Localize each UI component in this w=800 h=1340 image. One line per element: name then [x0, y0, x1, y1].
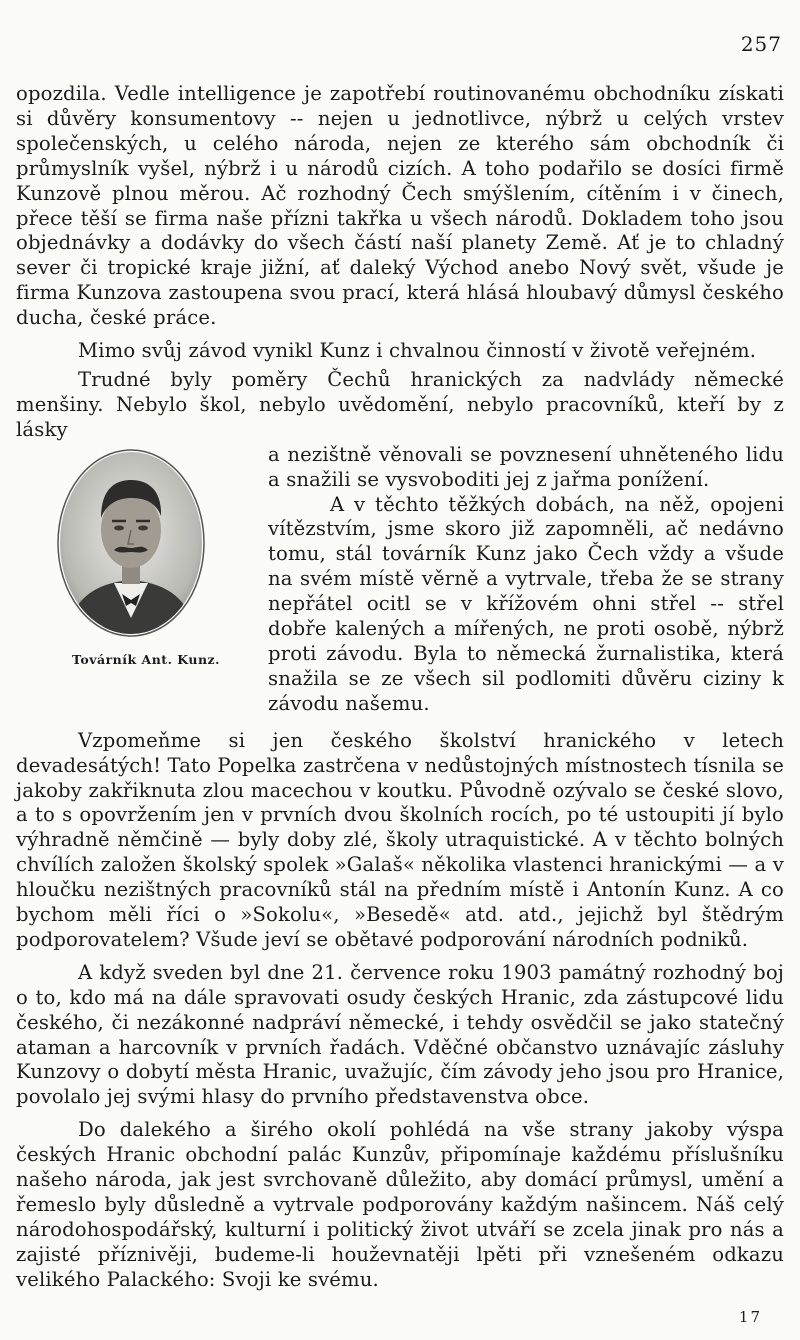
- paragraph-1: opozdila. Vedle intelligence je zapotřebí routinovanému obchodníku získati si důvěry konsumentovy -- nejen u jednotlivce, nýbrž u celých vrstev společenských, u celého národa, nejen ze kterého sám obchodník či průmyslník vyšel, nýbrž i u národů cizích. A toho podařilo se dosíci firmě Kunzově plnou měrou. Ač rozhodný Čech smýšlením, cítěním i v činech, přece těší se firma naše přízni takřka u všech národů. Dokladem toho jsou objednávky a dodávky do všech částí naší planety Země. Ať je to chladný sever či tropické kraje jižní, ať daleký Východ anebo Nový svět, všude je firma Kunzova zastoupena svou prací, která hlásá hloubavý důmysl českého ducha, české práce.: [16, 82, 784, 330]
- portrait-photo-icon: [56, 448, 206, 638]
- portrait-caption: Továrník Ant. Kunz.: [72, 651, 220, 667]
- wrapped-text: [268, 443, 784, 717]
- page-number: 257: [740, 32, 782, 56]
- paragraph-7: Do dalekého a širého okolí pohlédá na vše strany jakoby výspa českých Hranic obchodní palác Kunzův, připomínaje každému příslušníku našeho národa, jak jest svrchovaně důležito, aby domácí průmysl, umění a řemeslo byly důsledně a vytrvale podporovány každým našincem. Náš celý národohospodářský, kulturní i politický život utváří se zcela jinak pro nás a zajisté příznivěji, budeme-li houževnatěji lpěti při vznešeném odkazu velikého Palackého: Svoji ke svému.: [16, 1118, 784, 1291]
- portrait-figure: [46, 448, 236, 678]
- paragraph-2: Mimo svůj závod vynikl Kunz i chvalnou činností v životě veřejném.: [78, 339, 757, 363]
- paragraph-3b: a nezištně věnovali se povznesení uhněteného lidu a snažili se vysvoboditi jej z jařma ponížení.: [268, 442, 784, 491]
- figure-row: [16, 442, 784, 715]
- paragraph-4: A v těchto těžkých dobách, na něž, opojeni vítězstvím, jsme skoro již zapomněli, ač nedávno tomu, stál továrník Kunz jako Čech vždy a všude na svém místě věrně a vytrvale, třeba že se strany nepřátel ocitl se v křížovém ohni střel -- střel dobře kalených a mířených, ne proti osobě, nýbrž proti závodu. Byla to německá žurnalistika, která snažila se ze všech sil podlomiti důvěru ciziny k závodu našemu.: [268, 492, 784, 715]
- paragraph-3a: Trudné byly poměry Čechů hranických za nadvlády německé menšiny. Nebylo škol, nebylo uvědomění, nebylo pracovníků, kteří by z lásky: [16, 367, 784, 441]
- body-text: [16, 82, 784, 1293]
- paragraph-5: Vzpomeňme si jen českého školství hranického v letech devadesátých! Tato Popelka zastrčena v nedůstojných místnostech tísnila se jakoby zakřiknuta zlou macechou v koutku. Původně ozývalo se české slovo, a to s opovržením jen v prvních dvou školních rocích, po té ustoupiti jí bylo výhradně němčině — byly doby zlé, školy utraquistické. A v těchto bolných chvílích založen školský spolek »Galaš« několika vlastenci hranickými — a v hloučku nezištných pracovníků stál na předním místě i Antonín Kunz. A co bychom měli říci o »Sokolu«, »Besedě« atd. atd., jejichž byl štědrým podporovatelem? Všude jeví se obětavé podporování národních podniků.: [16, 728, 784, 951]
- paragraph-6: A když sveden byl dne 21. července roku 1903 památný rozhodný boj o to, kdo má na dále spravovati osudy českých Hranic, zda zástupcové lidu českého, či nezákonné nadpráví německé, i tehdy osvědčil se jako statečný ataman a harcovník v prvních řadách. Vděčné občanstvo uznávajíc zásluhy Kunzovy o dobytí města Hranic, uvažujíc, čím závody jeho jsou pro Hranice, povolalo jej svými hlasy do prvního představenstva obce.: [16, 960, 784, 1109]
- sheet-mark: 17: [738, 1308, 762, 1326]
